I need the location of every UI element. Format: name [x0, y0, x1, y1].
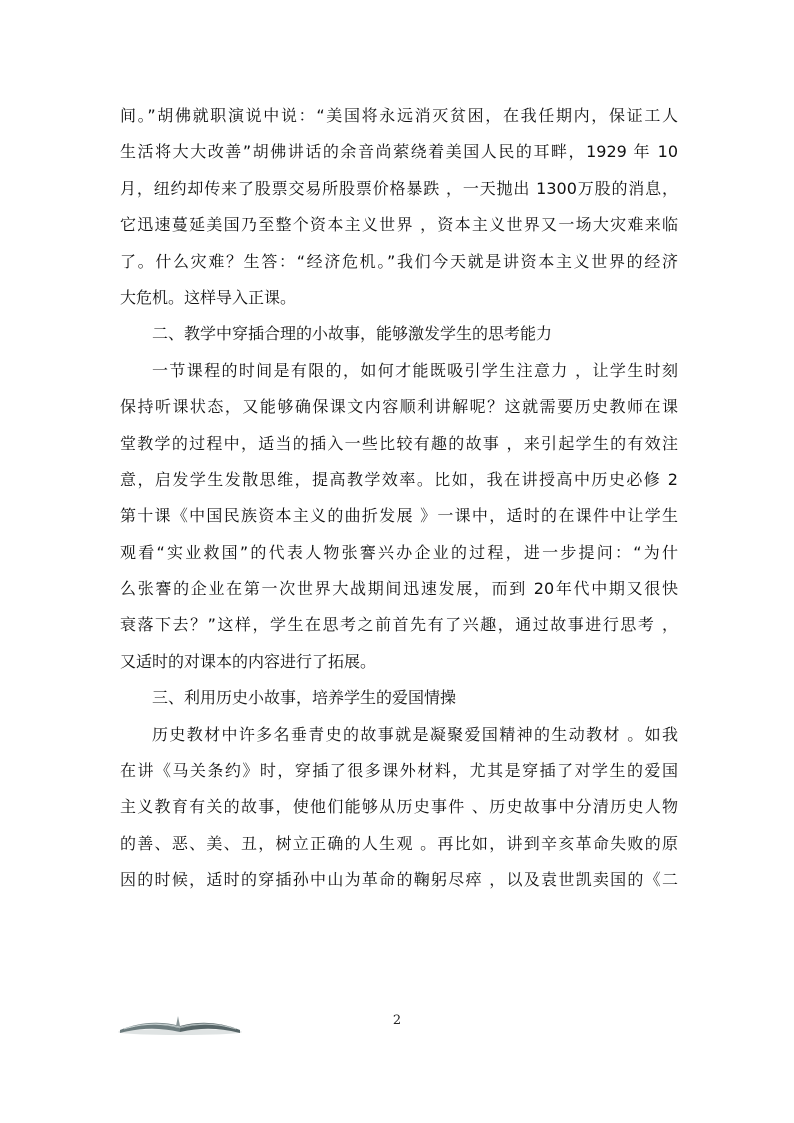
paragraph-line: 堂教学的过程中，适当的插入一些比较有趣的故事 ，来引起学生的有效注 [120, 433, 678, 453]
paragraph-line: 观看“实业救国”的代表人物张謇兴办企业的过程，进一步提问：“为什 [120, 542, 678, 562]
paragraph-line: 它迅速蔓延美国乃至整个资本主义世界 ，资本主义世界又一场大灾难来临 [120, 215, 678, 235]
paragraph-line: 保持听课状态，又能够确保课文内容顺利讲解呢？这就需要历史教师在课 [120, 397, 678, 417]
paragraph-line: 了。什么灾难？生答：“经济危机。”我们今天就是讲资本主义世界的经济 [120, 251, 678, 271]
paragraph-line: 间。”胡佛就职演说中说：“美国将永远消灭贫困，在我任期内，保证工人 [120, 106, 678, 125]
paragraph-line: 历史教材中许多名垂青史的故事就是凝聚爱国精神的生动教材 。如我 [152, 724, 678, 744]
paragraph-line: 衰落下去？”这样，学生在思考之前首先有了兴趣，通过故事进行思考 ， [120, 615, 678, 635]
paragraph-line: 月，纽约却传来了股票交易所股票价格暴跌 ，一天抛出 1300万股的消息， [120, 178, 678, 198]
section-heading: 二、教学中穿插合理的小故事，能够激发学生的思考能力 [152, 324, 553, 344]
paragraph-line: 么张謇的企业在第一次世界大战期间迅速发展，而到 20年代中期又很快 [120, 579, 678, 599]
paragraph-line: 意，启发学生发散思维，提高教学效率。比如，我在讲授高中历史必修 2 [120, 469, 678, 489]
paragraph-line: 大危机。这样导入正课。 [120, 287, 297, 307]
paragraph-line: 第十课《中国民族资本主义的曲折发展 》一课中，适时的在课件中让学生 [120, 506, 678, 526]
paragraph-line: 的善、恶、美、丑，树立正确的人生观 。再比如，讲到辛亥革命失败的原 [120, 833, 678, 853]
paragraph-line: 一节课程的时间是有限的，如何才能既吸引学生注意力 ，让学生时刻 [152, 360, 678, 380]
section-heading: 三、利用历史小故事，培养学生的爱国情操 [152, 688, 457, 708]
page-number: 2 [392, 1013, 402, 1028]
paragraph-line: 生活将大大改善”胡佛讲话的余音尚萦绕着美国人民的耳畔，1929 年 10 [120, 142, 678, 162]
document-body [120, 98, 678, 899]
paragraph-line: 因的时候，适时的穿插孙中山为革命的鞠躬尽瘁 ，以及袁世凯卖国的《二 [120, 870, 678, 890]
paragraph-line: 在讲《马关条约》时，穿插了很多课外材料，尤其是穿插了对学生的爱国 [120, 761, 678, 781]
paragraph-line: 又适时的对课本的内容进行了拓展。 [120, 651, 377, 671]
paragraph-line: 主义教育有关的故事，使他们能够从历史事件 、历史故事中分清历史人物 [120, 797, 678, 817]
open-book-icon [116, 1012, 244, 1036]
